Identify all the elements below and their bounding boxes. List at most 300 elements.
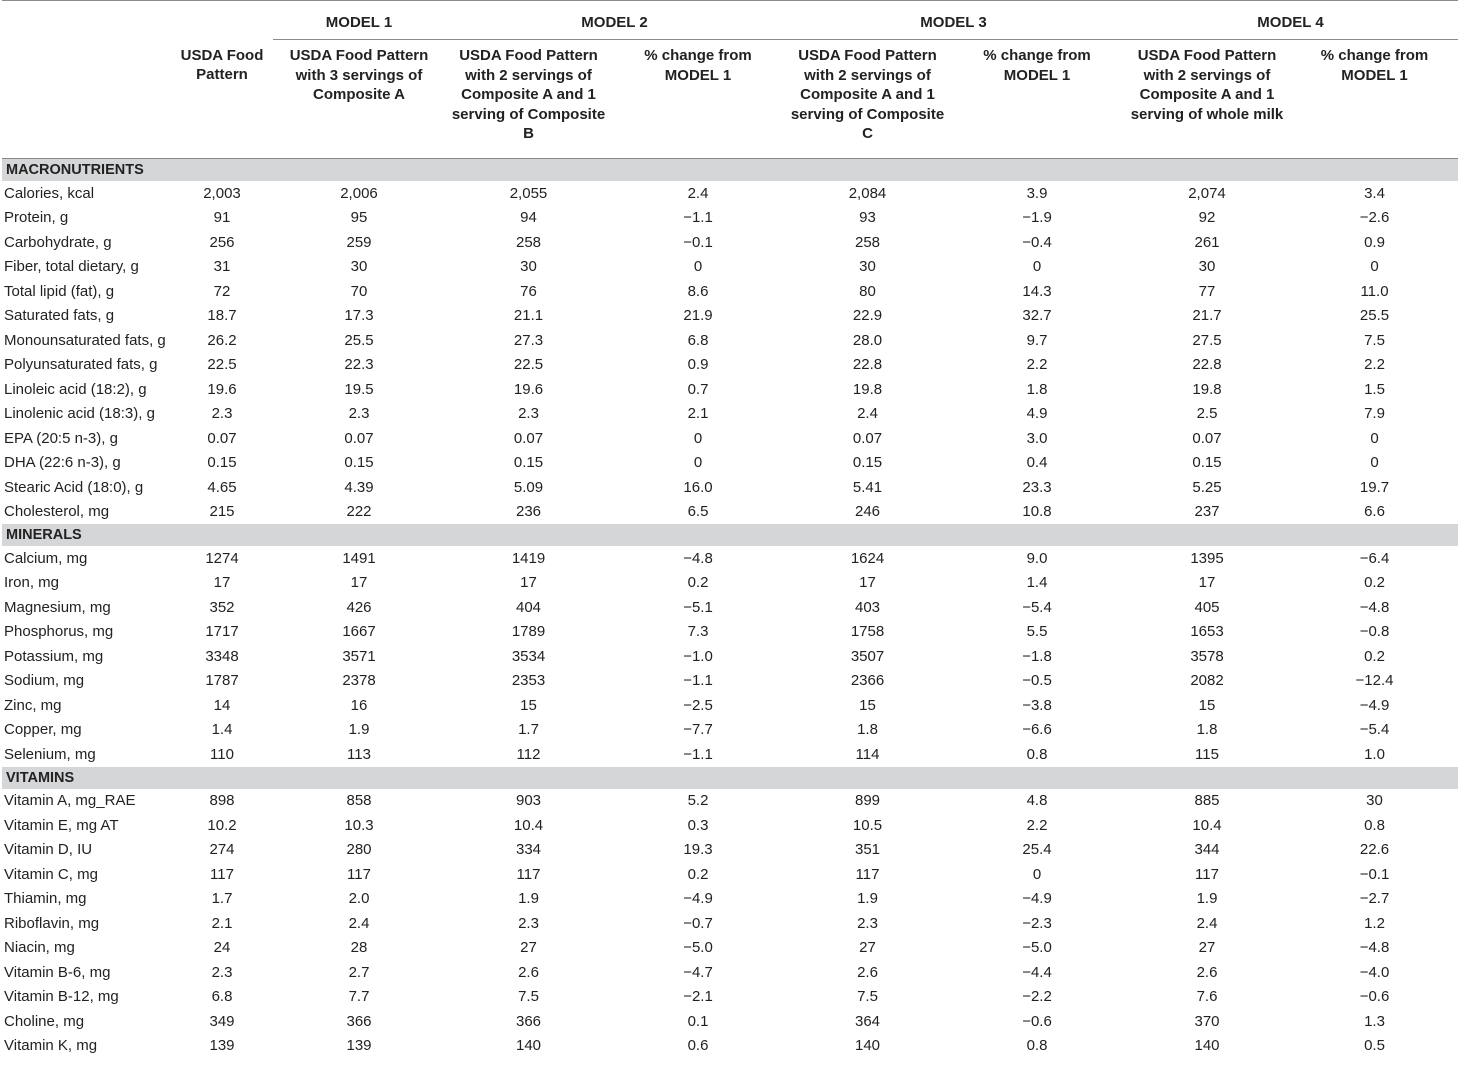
nutrient-label: Stearic Acid (18:0), g — [4, 478, 144, 496]
table-body — [2, 159, 1458, 1059]
value-cell: 113 — [347, 745, 371, 763]
value-cell: 215 — [209, 503, 235, 521]
value-cell: 858 — [346, 792, 372, 810]
value-cell: 2366 — [850, 672, 885, 690]
value-cell: 366 — [515, 1012, 542, 1030]
value-cell: 77 — [1198, 282, 1216, 300]
value-cell: 21.1 — [513, 307, 544, 325]
value-cell: 1.3 — [1364, 1012, 1385, 1030]
value-cell: 22.5 — [513, 356, 544, 374]
value-cell: 344 — [1194, 841, 1220, 859]
value-cell: 0.9 — [687, 356, 709, 374]
value-cell: 15 — [859, 696, 876, 714]
value-cell: 274 — [209, 841, 235, 859]
value-cell: 22.8 — [1192, 356, 1222, 374]
value-cell: 7.6 — [1196, 988, 1218, 1006]
value-cell: 115 — [1195, 745, 1219, 763]
table-row — [2, 595, 1458, 620]
nutrient-comparison-table — [2, 0, 1458, 1058]
value-cell: 1.9 — [857, 890, 878, 908]
value-cell: 1.9 — [348, 721, 370, 739]
table-row — [2, 475, 1458, 500]
nutrient-label: Cholesterol, mg — [4, 503, 110, 521]
value-cell: 404 — [515, 598, 542, 616]
value-cell: −2.6 — [1359, 209, 1390, 227]
value-cell: 2,003 — [203, 184, 241, 202]
table-row — [2, 838, 1458, 863]
value-cell: −0.6 — [1359, 988, 1390, 1006]
value-cell: 2,074 — [1188, 184, 1226, 202]
nutrient-label: Polyunsaturated fats, g — [4, 356, 158, 374]
value-cell: 0.07 — [207, 429, 237, 447]
value-cell: 0 — [1032, 258, 1042, 276]
value-cell: 364 — [854, 1012, 881, 1030]
value-cell: 8.6 — [687, 282, 709, 300]
value-cell: 1.4 — [211, 721, 233, 739]
value-cell: 94 — [520, 209, 537, 227]
table-row — [2, 887, 1458, 912]
value-cell: 1419 — [511, 549, 546, 567]
value-cell: 19.8 — [1192, 380, 1222, 398]
value-cell: 1.7 — [211, 890, 233, 908]
value-cell: 0.8 — [1364, 816, 1385, 834]
value-cell: 5.41 — [852, 478, 883, 496]
value-cell: 2082 — [1190, 672, 1224, 690]
value-cell: 0 — [1370, 429, 1379, 447]
value-cell: 237 — [1194, 503, 1220, 521]
section-header-row — [2, 767, 1458, 789]
value-cell: 899 — [854, 792, 881, 810]
table-row — [2, 546, 1458, 571]
value-cell: 0.7 — [687, 380, 709, 398]
value-cell: 6.6 — [1364, 503, 1385, 521]
value-cell: 0.2 — [1364, 574, 1385, 592]
value-cell: 2.6 — [518, 963, 539, 981]
value-cell: 0.1 — [687, 1012, 709, 1030]
value-cell: 0.2 — [1364, 647, 1385, 665]
value-cell: −0.1 — [1359, 865, 1390, 883]
value-cell: 27 — [1198, 939, 1216, 957]
value-cell: 19.6 — [513, 380, 544, 398]
value-cell: 261 — [1194, 233, 1220, 251]
value-cell: 140 — [515, 1037, 542, 1055]
value-cell: 2.3 — [518, 405, 539, 423]
value-cell: 5.25 — [1192, 478, 1222, 496]
nutrient-label: Carbohydrate, g — [4, 233, 112, 251]
model-3-heading: MODEL 3 — [784, 1, 1123, 40]
value-cell: 2.3 — [211, 405, 233, 423]
value-cell: 15 — [1198, 696, 1216, 714]
value-cell: 1789 — [511, 623, 546, 641]
value-cell: 0.3 — [687, 816, 709, 834]
value-cell: 1.7 — [518, 721, 539, 739]
value-cell: −4.8 — [1359, 939, 1390, 957]
value-cell: 2.3 — [348, 405, 370, 423]
value-cell: −6.6 — [1022, 721, 1052, 739]
value-cell: 92 — [1198, 209, 1216, 227]
model-1-pattern-header: USDA Food Pattern with 3 servings of Composite A — [273, 40, 445, 159]
value-cell: 5.09 — [513, 478, 544, 496]
value-cell: 370 — [1194, 1012, 1220, 1030]
value-cell: 1717 — [205, 623, 239, 641]
value-cell: 19.6 — [207, 380, 237, 398]
value-cell: 0 — [1370, 258, 1379, 276]
model-2-change-header: % change from MODEL 1 — [612, 40, 784, 159]
value-cell: 0.15 — [344, 454, 374, 472]
value-cell: 3.9 — [1026, 184, 1048, 202]
value-cell: 3571 — [342, 647, 376, 665]
value-cell: −5.1 — [683, 598, 713, 616]
value-cell: −4.0 — [1359, 963, 1390, 981]
value-cell: 17 — [859, 574, 876, 592]
value-cell: 280 — [346, 841, 372, 859]
nutrient-label: Niacin, mg — [4, 939, 75, 957]
value-cell: 2.1 — [211, 914, 233, 932]
value-cell: 18.7 — [207, 307, 237, 325]
value-cell: 4.39 — [344, 478, 374, 496]
value-cell: −0.1 — [683, 233, 713, 251]
value-cell: 139 — [209, 1037, 235, 1055]
table-row — [2, 206, 1458, 231]
value-cell: 351 — [854, 841, 881, 859]
nutrient-label: Calcium, mg — [4, 549, 88, 567]
value-cell: −0.7 — [683, 914, 713, 932]
value-cell: 2.2 — [1364, 356, 1385, 374]
value-cell: 140 — [854, 1037, 881, 1055]
value-cell: 3578 — [1190, 647, 1224, 665]
value-cell: 2.2 — [1026, 816, 1048, 834]
value-cell: 222 — [346, 503, 372, 521]
value-cell: 258 — [854, 233, 881, 251]
value-cell: 0.15 — [207, 454, 237, 472]
value-cell: 2.4 — [348, 914, 370, 932]
value-cell: −3.8 — [1022, 696, 1052, 714]
value-cell: 903 — [515, 792, 542, 810]
value-cell: 2.4 — [687, 184, 709, 202]
value-cell: −6.4 — [1359, 549, 1390, 567]
nutrient-label: Sodium, mg — [4, 672, 85, 690]
value-cell: 27.3 — [513, 331, 544, 349]
value-cell: 76 — [520, 282, 537, 300]
value-cell: 22.3 — [344, 356, 374, 374]
table-row — [2, 960, 1458, 985]
nutrient-label: Total lipid (fat), g — [4, 282, 115, 300]
value-cell: −4.9 — [1359, 696, 1390, 714]
value-cell: 140 — [1194, 1037, 1220, 1055]
column-header-row — [2, 40, 1458, 159]
value-cell: 1.2 — [1364, 914, 1385, 932]
table-row — [2, 669, 1458, 694]
value-cell: 5.5 — [1026, 623, 1048, 641]
value-cell: 1624 — [850, 549, 885, 567]
value-cell: −5.4 — [1022, 598, 1052, 616]
table-row — [2, 813, 1458, 838]
section-title: MACRONUTRIENTS — [2, 159, 1458, 182]
table-row — [2, 1034, 1458, 1059]
table-row — [2, 620, 1458, 645]
value-cell: 1667 — [342, 623, 376, 641]
table-row — [2, 328, 1458, 353]
value-cell: 26.2 — [207, 331, 237, 349]
table-row — [2, 911, 1458, 936]
value-cell: 4.9 — [1026, 405, 1048, 423]
value-cell: 426 — [346, 598, 372, 616]
value-cell: 17 — [520, 574, 537, 592]
value-cell: 2.2 — [1026, 356, 1048, 374]
table-row — [2, 230, 1458, 255]
value-cell: 2.5 — [1196, 405, 1218, 423]
value-cell: 10.4 — [1192, 816, 1222, 834]
table-row — [2, 402, 1458, 427]
table-row — [2, 1009, 1458, 1034]
nutrient-label: Choline, mg — [4, 1012, 85, 1030]
value-cell: −1.1 — [683, 745, 713, 763]
value-cell: 256 — [209, 233, 235, 251]
value-cell: 1787 — [205, 672, 239, 690]
value-cell: 1.5 — [1364, 380, 1385, 398]
table-row — [2, 377, 1458, 402]
value-cell: 72 — [213, 282, 231, 300]
value-cell: 352 — [209, 598, 235, 616]
value-cell: 117 — [347, 865, 371, 883]
value-cell: 70 — [350, 282, 368, 300]
value-cell: 9.0 — [1026, 549, 1048, 567]
nutrient-label: Vitamin B-12, mg — [4, 988, 119, 1006]
value-cell: 2,084 — [848, 184, 887, 202]
table-row — [2, 500, 1458, 525]
value-cell: 30 — [1198, 258, 1216, 276]
table-row — [2, 279, 1458, 304]
value-cell: 3.4 — [1364, 184, 1385, 202]
value-cell: 32.7 — [1022, 307, 1052, 325]
table-row — [2, 571, 1458, 596]
value-cell: 0.2 — [687, 865, 709, 883]
nutrient-label: Vitamin D, IU — [4, 841, 93, 859]
value-cell: 21.7 — [1192, 307, 1222, 325]
value-cell: 9.7 — [1026, 331, 1048, 349]
value-cell: −2.5 — [683, 696, 713, 714]
value-cell: 91 — [213, 209, 231, 227]
value-cell: 30 — [520, 258, 537, 276]
value-cell: 405 — [1194, 598, 1220, 616]
value-cell: 27 — [859, 939, 876, 957]
model-2-pattern-header: USDA Food Pattern with 2 servings of Composite A and 1 serving of Composite B — [445, 40, 612, 159]
table-row — [2, 181, 1458, 206]
model-3-pattern-header: USDA Food Pattern with 2 servings of Composite A and 1 serving of Composite C — [784, 40, 951, 159]
nutrient-label: Potassium, mg — [4, 647, 104, 665]
value-cell: 4.8 — [1026, 792, 1048, 810]
value-cell: 0 — [693, 258, 703, 276]
value-cell: 117 — [1195, 865, 1219, 883]
value-cell: −0.4 — [1022, 233, 1052, 251]
model-2-heading: MODEL 2 — [445, 1, 784, 40]
value-cell: 2.3 — [211, 963, 233, 981]
value-cell: 2.4 — [1196, 914, 1218, 932]
value-cell: 25.5 — [1359, 307, 1390, 325]
value-cell: 246 — [854, 503, 881, 521]
value-cell: 2353 — [511, 672, 546, 690]
value-cell: −0.6 — [1022, 1012, 1052, 1030]
value-cell: 7.3 — [687, 623, 709, 641]
nutrient-label: Riboflavin, mg — [4, 914, 100, 932]
value-cell: 95 — [350, 209, 368, 227]
value-cell: 24 — [213, 939, 231, 957]
usda-column-header: USDA Food Pattern — [171, 40, 273, 159]
value-cell: 1395 — [1190, 549, 1224, 567]
nutrient-label: Copper, mg — [4, 721, 82, 739]
value-cell: −2.3 — [1022, 914, 1052, 932]
value-cell: 1274 — [205, 549, 239, 567]
value-cell: 19.7 — [1359, 478, 1390, 496]
nutrient-label: Vitamin C, mg — [4, 865, 98, 883]
value-cell: −4.9 — [1022, 890, 1052, 908]
value-cell: −5.0 — [1022, 939, 1052, 957]
value-cell: 1491 — [342, 549, 376, 567]
nutrient-label: Iron, mg — [4, 574, 60, 592]
value-cell: −1.0 — [683, 647, 713, 665]
nutrient-column-header — [2, 40, 171, 159]
value-cell: 22.9 — [852, 307, 883, 325]
value-cell: 0.2 — [687, 574, 709, 592]
value-cell: −2.1 — [683, 988, 713, 1006]
model-1-heading: MODEL 1 — [273, 1, 445, 40]
value-cell: 1758 — [850, 623, 885, 641]
value-cell: 30 — [350, 258, 368, 276]
table-row — [2, 985, 1458, 1010]
value-cell: 31 — [213, 258, 231, 276]
value-cell: 0.4 — [1026, 454, 1048, 472]
value-cell: 139 — [346, 1037, 372, 1055]
table-row — [2, 304, 1458, 329]
table-row — [2, 353, 1458, 378]
section-title: MINERALS — [2, 524, 1458, 546]
nutrient-label: Thiamin, mg — [4, 890, 87, 908]
value-cell: 117 — [855, 865, 880, 883]
value-cell: 114 — [855, 745, 880, 763]
value-cell: −7.7 — [683, 721, 713, 739]
value-cell: 112 — [516, 745, 541, 763]
value-cell: 7.5 — [857, 988, 878, 1006]
value-cell: 403 — [854, 598, 881, 616]
value-cell: −1.1 — [683, 672, 713, 690]
table-row — [2, 644, 1458, 669]
model-3-change-header: % change from MODEL 1 — [951, 40, 1123, 159]
value-cell: 6.8 — [687, 331, 709, 349]
value-cell: 2.6 — [857, 963, 878, 981]
nutrient-label: Magnesium, mg — [4, 598, 111, 616]
nutrient-label: Linolenic acid (18:3), g — [4, 405, 155, 423]
value-cell: 17 — [350, 574, 368, 592]
value-cell: −4.7 — [683, 963, 713, 981]
model-4-change-header: % change from MODEL 1 — [1291, 40, 1458, 159]
value-cell: 2.1 — [687, 405, 709, 423]
value-cell: 17 — [213, 574, 231, 592]
value-cell: 0.9 — [1364, 233, 1385, 251]
value-cell: 22.8 — [852, 356, 883, 374]
value-cell: 3534 — [511, 647, 546, 665]
value-cell: 17.3 — [344, 307, 374, 325]
value-cell: 4.65 — [207, 478, 237, 496]
value-cell: 80 — [859, 282, 876, 300]
value-cell: 117 — [210, 865, 234, 883]
nutrient-label: Fiber, total dietary, g — [4, 258, 139, 276]
value-cell: 0.5 — [1364, 1037, 1385, 1055]
value-cell: 0.07 — [852, 429, 883, 447]
value-cell: 27.5 — [1192, 331, 1222, 349]
value-cell: 7.7 — [348, 988, 370, 1006]
value-cell: 366 — [346, 1012, 372, 1030]
value-cell: 7.5 — [518, 988, 539, 1006]
value-cell: 0 — [1370, 454, 1379, 472]
nutrient-label: EPA (20:5 n-3), g — [4, 429, 118, 447]
value-cell: 1653 — [1190, 623, 1224, 641]
value-cell: 23.3 — [1022, 478, 1052, 496]
table-row — [2, 451, 1458, 476]
value-cell: 236 — [515, 503, 542, 521]
table-row — [2, 426, 1458, 451]
value-cell: 21.9 — [683, 307, 713, 325]
value-cell: 3348 — [205, 647, 239, 665]
nutrient-label: Selenium, mg — [4, 745, 96, 763]
model-4-heading: MODEL 4 — [1123, 1, 1458, 40]
value-cell: 258 — [515, 233, 542, 251]
value-cell: −1.9 — [1022, 209, 1052, 227]
value-cell: 2.3 — [518, 914, 539, 932]
value-cell: 22.5 — [207, 356, 237, 374]
value-cell: 117 — [516, 865, 541, 883]
nutrient-label: Protein, g — [4, 209, 69, 227]
value-cell: 2.0 — [348, 890, 370, 908]
model-header-row — [2, 1, 1458, 40]
value-cell: 2.4 — [857, 405, 878, 423]
value-cell: 10.8 — [1022, 503, 1052, 521]
section-title: VITAMINS — [2, 767, 1458, 789]
value-cell: 2378 — [342, 672, 376, 690]
section-header-row — [2, 159, 1458, 182]
value-cell: −4.8 — [1359, 598, 1390, 616]
value-cell: −5.4 — [1359, 721, 1390, 739]
value-cell: 30 — [859, 258, 876, 276]
value-cell: 0 — [693, 454, 703, 472]
value-cell: 10.4 — [513, 816, 544, 834]
nutrient-label: Monounsaturated fats, g — [4, 331, 166, 349]
value-cell: 0.8 — [1026, 1037, 1048, 1055]
value-cell: 28 — [350, 939, 368, 957]
value-cell: 22.6 — [1359, 841, 1390, 859]
value-cell: 5.2 — [687, 792, 709, 810]
value-cell: 25.4 — [1022, 841, 1052, 859]
value-cell: 898 — [209, 792, 235, 810]
value-cell: 1.4 — [1026, 574, 1048, 592]
table-row — [2, 255, 1458, 280]
value-cell: 16 — [350, 696, 368, 714]
value-cell: 15 — [520, 696, 537, 714]
nutrient-label: DHA (22:6 n-3), g — [4, 454, 121, 472]
value-cell: 885 — [1194, 792, 1220, 810]
value-cell: 10.2 — [207, 816, 237, 834]
value-cell: 1.8 — [1026, 380, 1048, 398]
value-cell: 1.8 — [1196, 721, 1218, 739]
value-cell: −1.1 — [683, 209, 713, 227]
nutrient-label: Vitamin E, mg AT — [4, 816, 119, 834]
value-cell: 7.9 — [1364, 405, 1385, 423]
value-cell: 10.3 — [344, 816, 374, 834]
value-cell: 1.9 — [1196, 890, 1218, 908]
value-cell: 2.6 — [1196, 963, 1218, 981]
table-row — [2, 789, 1458, 814]
value-cell: 25.5 — [344, 331, 374, 349]
nutrient-label: Saturated fats, g — [4, 307, 115, 325]
